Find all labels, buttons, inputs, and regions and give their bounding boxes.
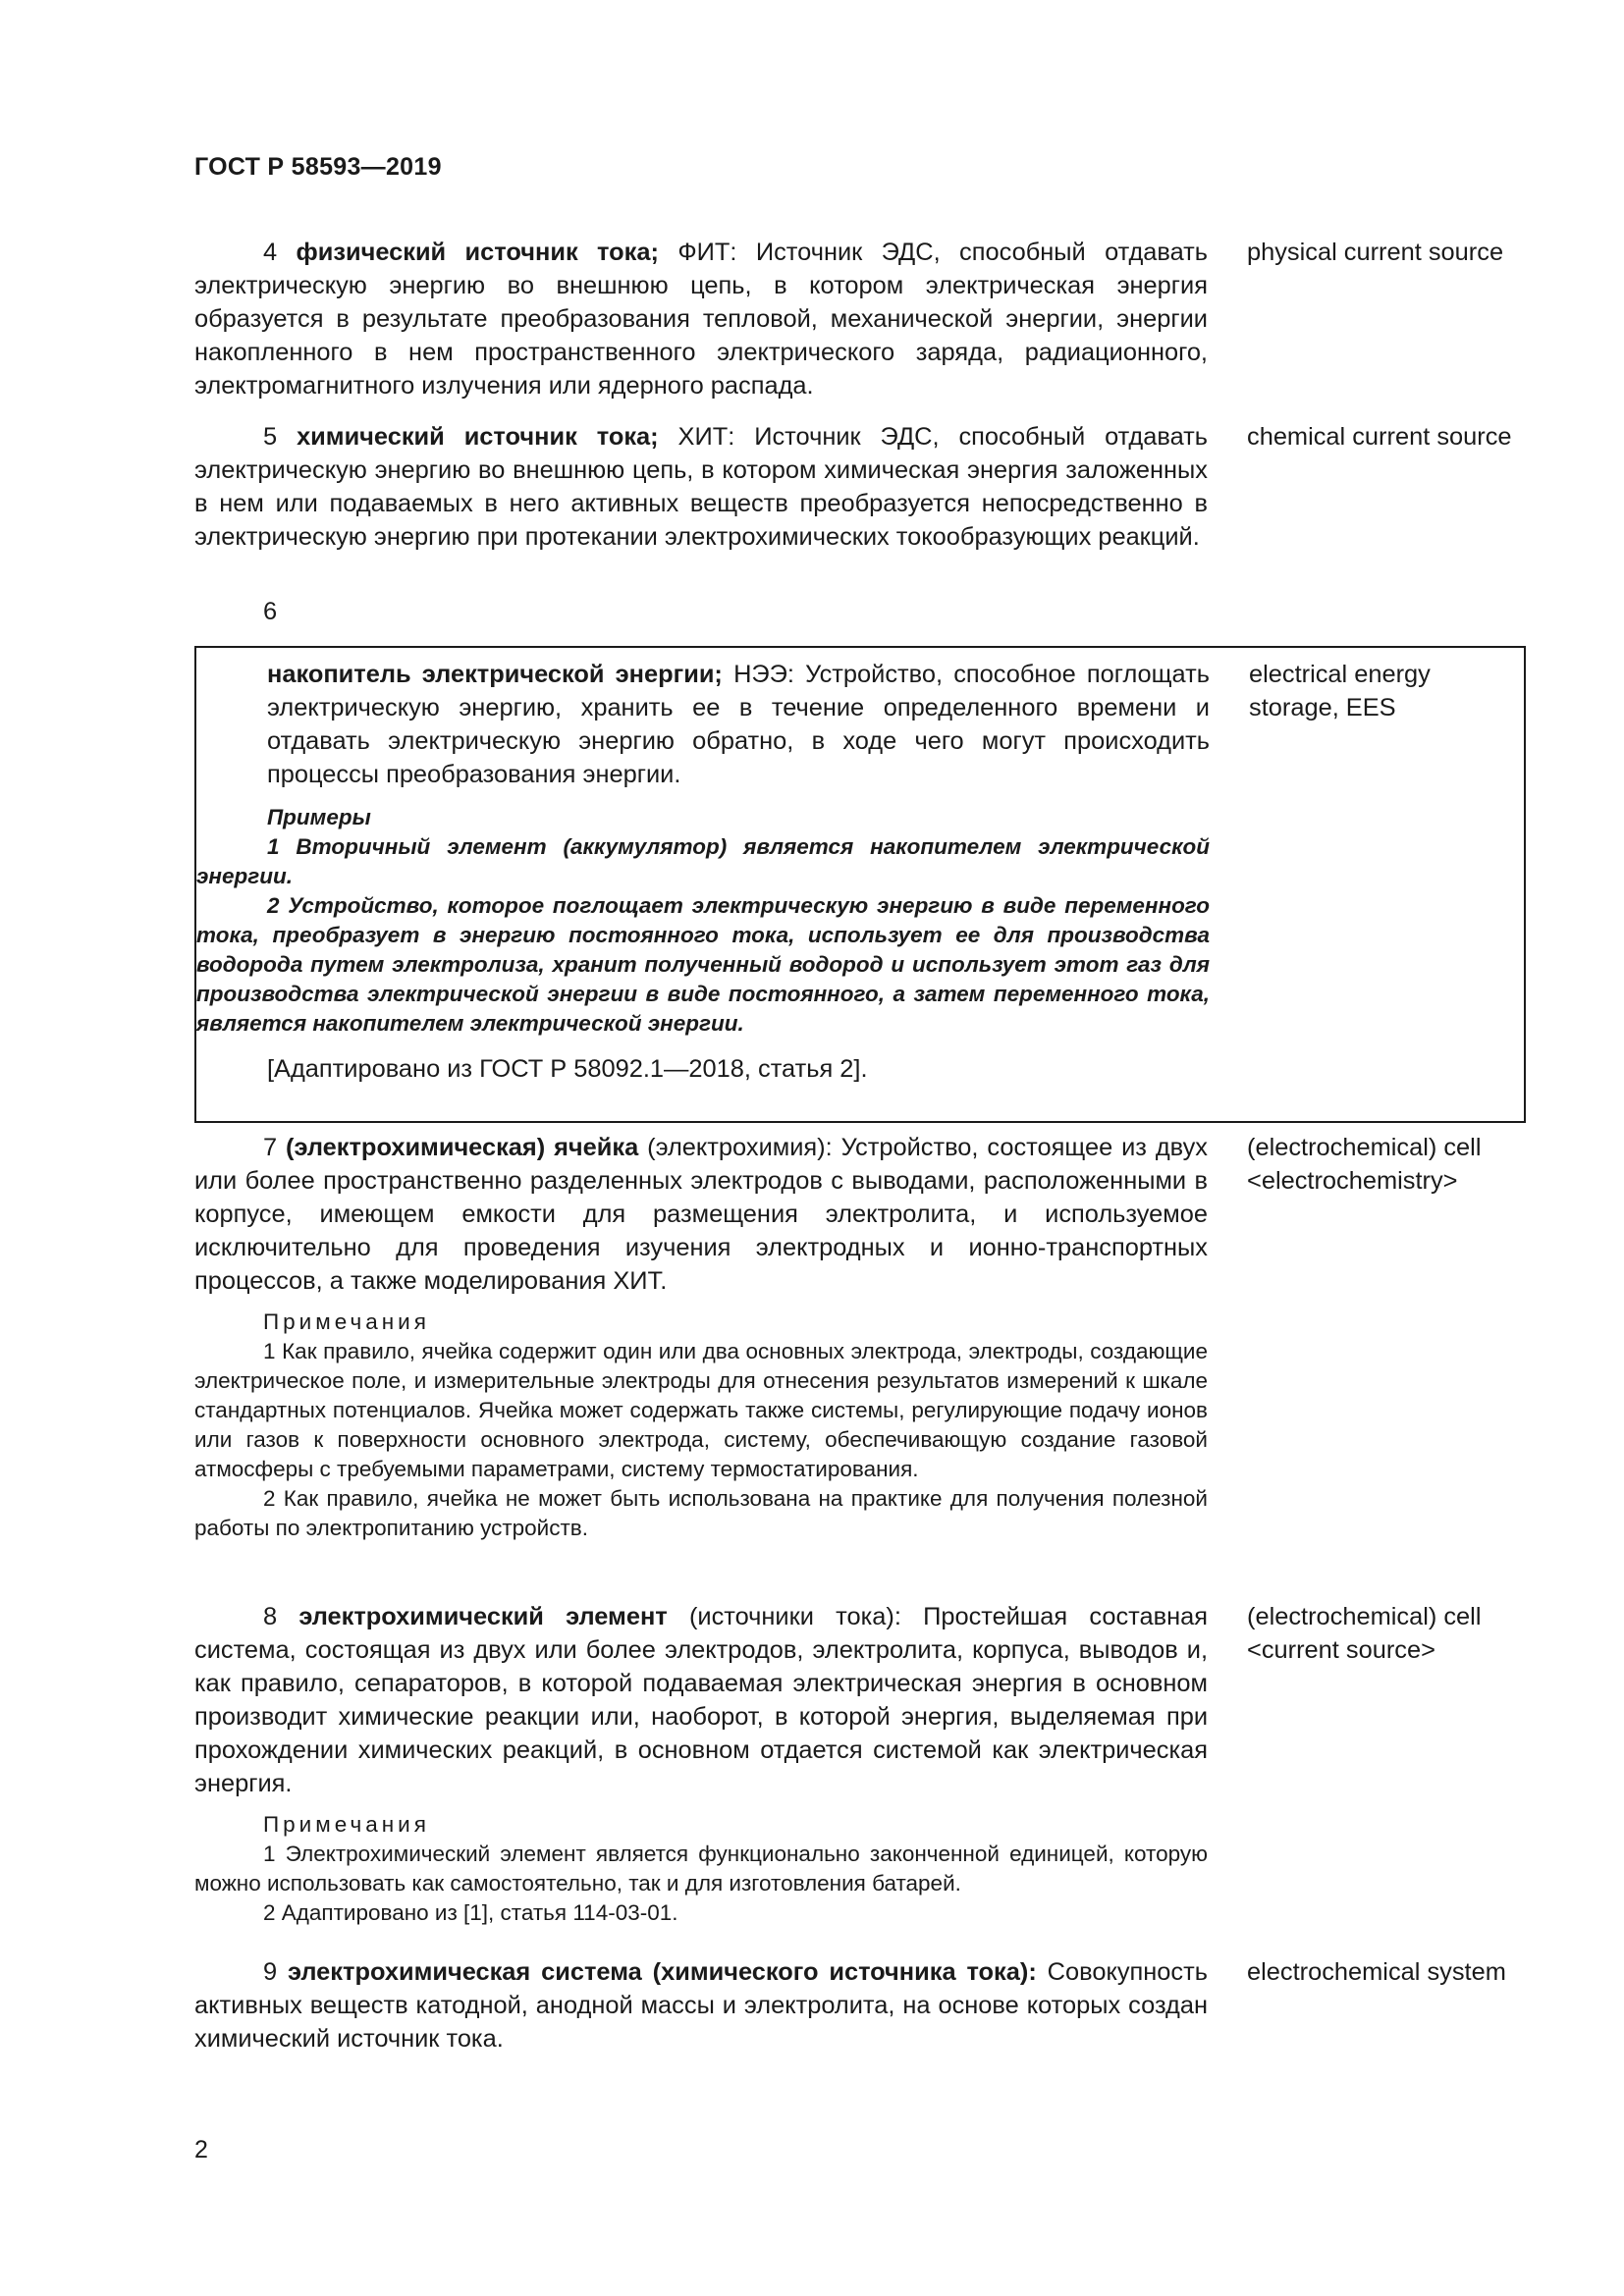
term-name: электрохимическая система (химического источника тока):	[288, 1958, 1037, 1986]
source-reference: [Адаптировано из ГОСТ Р 58092.1—2018, статья 2].	[267, 1055, 868, 1083]
term-number: 5	[263, 423, 278, 451]
term-entry-8	[194, 1600, 1482, 1928]
term-number: 4	[263, 239, 278, 266]
term-entry-5	[194, 420, 1512, 554]
notes-block	[194, 1308, 1208, 1543]
term-english: chemical current source	[1247, 423, 1512, 451]
term-text: НЭЭ: Устройство, способное поглощать электрическую энергию, хранить ее в течение определенного времени и отдавать электрическую энергию обратно, в ходе чего могут происходить процессы преобразования энергии.	[267, 661, 1210, 788]
term-number-6: 6	[263, 598, 278, 625]
term-definition	[194, 1955, 1208, 2056]
term-entry-6-box	[194, 646, 1526, 1123]
page-number: 2	[194, 2136, 208, 2163]
term-english: (electrochemical) cell <current source>	[1247, 1603, 1482, 1664]
term-name: физический источник тока;	[296, 239, 659, 266]
term-text: ХИТ: Источник ЭДС, способный отдавать электрическую энергию во внешнюю цепь, в котором химическая энергия заложенных в нем или подаваемых в него активных веществ преобразуется непосредственно в электрическую энергию при протекании электрохимических токообразующих реакций.	[194, 423, 1208, 551]
term-english: physical current source	[1247, 239, 1504, 266]
examples-title: Примеры	[267, 805, 371, 829]
term-english: electrical energy storage, EES	[1249, 661, 1431, 721]
examples-block	[196, 803, 1210, 1039]
term-english: (electrochemical) cell <electrochemistry>	[1247, 1134, 1482, 1195]
term-entry-9	[194, 1955, 1506, 2056]
term-definition	[194, 1600, 1208, 1800]
term-number: 9	[263, 1958, 278, 1986]
term-name: накопитель электрической энергии;	[267, 661, 723, 688]
note-item: 2 Адаптировано из [1], статья 114-03-01.	[263, 1900, 678, 1925]
term-name: электрохимический элемент	[298, 1603, 668, 1630]
term-entry-4	[194, 236, 1504, 402]
term-entry-6	[196, 658, 1210, 1086]
example-item: 2 Устройство, которое поглощает электрическую энергию в виде переменного тока, преобразует в энергию постоянного тока, использует ее для производства водорода путем электролиза, хранит полученный водород и использует этот газ для производства электрической энергии в виде постоянного, а затем переменного тока, является накопителем электрической энергии.	[196, 893, 1210, 1036]
note-item: 1 Как правило, ячейка содержит один или два основных электрода, электроды, создающие электрическое поле, и измерительные электроды для отнесения результатов измерений к шкале стандартных потенциалов. Ячейка может содержать также системы, регулирующие подачу ионов или газов к поверхности основного электрода, систему, обеспечивающую создание газовой атмосферы с требуемыми параметрами, систему термостатирования.	[194, 1339, 1208, 1481]
notes-title: Примечания	[263, 1309, 430, 1334]
term-definition	[267, 658, 1210, 791]
notes-block	[194, 1810, 1208, 1928]
notes-title: Примечания	[263, 1812, 430, 1837]
term-text: Совокупность активных веществ катодной, анодной массы и электролита, на основе которых создан химический источник тока.	[194, 1958, 1208, 2053]
term-definition	[194, 420, 1208, 554]
term-name: (электрохимическая) ячейка	[286, 1134, 639, 1161]
term-entry-7	[194, 1131, 1482, 1543]
term-text: (электрохимия): Устройство, состоящее из двух или более пространственно разделенных электродов с выводами, расположенными в корпусе, имеющем емкости для размещения электролита, и используемое исключительно для проведения изучения электродных и ионно-транспортных процессов, а также моделирования ХИТ.	[194, 1134, 1208, 1295]
term-definition	[194, 1131, 1208, 1298]
term-name: химический источник тока;	[297, 423, 659, 451]
note-item: 1 Электрохимический элемент является функционально законченной единицей, которую можно использовать как самостоятельно, так и для изготовления батарей.	[194, 1842, 1208, 1896]
example-item: 1 Вторичный элемент (аккумулятор) является накопителем электрической энергии.	[196, 834, 1210, 888]
document-header: ГОСТ Р 58593—2019	[194, 153, 442, 181]
term-number: 8	[263, 1603, 278, 1630]
term-english: electrochemical system	[1247, 1958, 1506, 1986]
term-text: ФИТ: Источник ЭДС, способный отдавать электрическую энергию во внешнюю цепь, в котором электрическая энергия образуется в результате преобразования тепловой, механической энергии, энергии накопленного в нем пространственного электрического заряда, радиационного, электромагнитного излучения или ядерного распада.	[194, 239, 1208, 400]
term-number: 7	[263, 1134, 278, 1161]
term-text: (источники тока): Простейшая составная система, состоящая из двух или более электродов, электролита, корпуса, выводов и, как правило, сепараторов, в которой подаваемая электрическая энергия в основном производит химические реакции или, наоборот, в которой энергия, выделяемая при прохождении химических реакций, в основном отдается системой как электрическая энергия.	[194, 1603, 1209, 1797]
term-definition	[194, 236, 1208, 402]
note-item: 2 Как правило, ячейка не может быть использована на практике для получения полезной работы по электропитанию устройств.	[194, 1486, 1208, 1540]
